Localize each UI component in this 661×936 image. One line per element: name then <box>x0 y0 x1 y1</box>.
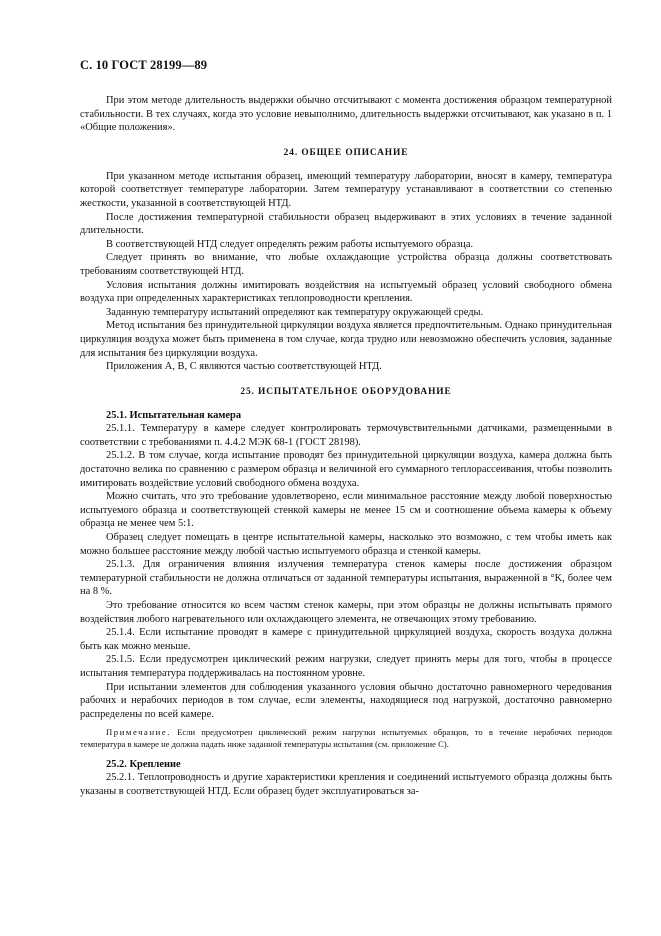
paragraph: Это требование относится ко всем частям стенок камеры, при этом образцы не должны испытывать прямого воздействия любого нагревательного или охлаждающего элемента, не отвечающих этому требованию. <box>80 600 612 625</box>
note <box>80 727 612 749</box>
paragraph: Приложения A, B, C являются частью соответствующей НТД. <box>106 361 382 373</box>
page-header: С. 10 ГОСТ 28199—89 <box>80 58 208 72</box>
subsection-25-1-title: 25.1. Испытательная камера <box>106 409 242 421</box>
paragraph: 25.2.1. Теплопроводность и другие характеристики крепления и соединений испытуемого образца должны быть указаны в соответствующей НТД. Если образец будет эксплуатироваться за- <box>80 772 612 797</box>
paragraph: Можно считать, что это требование удовлетворено, если минимальное расстояние между любой поверхностью испытуемого образца и соответствующей стенкой камеры не менее 15 см и соотношение объема камеры к объему образца не менее чем 5:1. <box>80 491 612 530</box>
note-label: Примечание. <box>106 727 172 738</box>
paragraph: 25.1.4. Если испытание проводят в камере с принудительной циркуляцией воздуха, скорость воздуха должна быть как можно меньше. <box>80 627 612 652</box>
paragraph: 25.1.1. Температуру в камере следует контролировать термочувствительными датчиками, размещенными в соответствии с требованиями п. 4.4.2 МЭК 68-1 (ГОСТ 28198). <box>80 423 612 448</box>
paragraph: При указанном методе испытания образец, имеющий температуру лаборатории, вносят в камеру, температура которой соответствует температуре лаборатории. Затем температуру устанавливают в соответствии со степенью жесткости, указанной в соответствующей НТД. <box>80 170 612 209</box>
section-24-title: 24. ОБЩЕЕ ОПИСАНИЕ <box>283 147 409 158</box>
paragraph: При этом методе длительность выдержки обычно отсчитывают с момента достижения образцом температурной стабильности. В тех случаях, когда это условие невыполнимо, длительность выдержки отсчитывают, как указано в п. 1 «Общие положения». <box>80 95 612 134</box>
subsection-25-2-title: 25.2. Крепление <box>106 758 181 770</box>
paragraph: При испытании элементов для соблюдения указанного условия обычно достаточно равномерного чередования рабочих и нерабочих периодов в том случае, если элементы, находящиеся под нагрузкой, достаточно равномерно распределены по всей камере. <box>80 681 612 720</box>
paragraph: После достижения температурной стабильности образец выдерживают в этих условиях в течение заданной длительности. <box>80 211 612 237</box>
section-25-title: 25. ИСПЫТАТЕЛЬНОЕ ОБОРУДОВАНИЕ <box>240 386 452 397</box>
paragraph: Метод испытания без принудительной циркуляции воздуха является предпочтительным. Однако принудительная циркуляция воздуха может быть применена в том случае, когда трудно или невозможно обеспечить условия, заданные для испытания без циркуляции воздуха. <box>80 320 612 359</box>
paragraph: 25.1.5. Если предусмотрен циклический режим нагрузки, следует принять меры для того, чтобы в процессе испытания температура поддерживалась на постоянном уровне. <box>80 654 612 679</box>
paragraph: В соответствующей НТД следует определять режим работы испытуемого образца. <box>106 238 474 250</box>
paragraph: Следует принять во внимание, что любые охлаждающие устройства образца должны соответствовать требованиям соответствующей НТД. <box>80 252 612 277</box>
note-text: Если предусмотрен циклический режим нагрузки испытуемых образцов, то в течение нерабочих периодов температура в камере не должна падать ниже заданной температуры испытания (см. приложение С). <box>80 727 612 749</box>
paragraph: Заданную температуру испытаний определяют как температуру окружающей среды. <box>106 306 484 318</box>
paragraph: Условия испытания должны имитировать воздействия на испытуемый образец условий свободного обмена воздуха при определенных характеристиках теплопроводности крепления. <box>80 279 612 305</box>
paragraph: Образец следует помещать в центре испытательной камеры, насколько это возможно, с тем чтобы иметь как можно большее расстояние между любой частью испытуемого образца и стенкой камеры. <box>80 532 612 557</box>
paragraph: 25.1.3. Для ограничения влияния излучения температура стенок камеры после достижения образцом температурной стабильности не должна отличаться от заданной температуры испытания, выраженной в °K, более чем на 8 %. <box>80 559 612 598</box>
document-page <box>80 58 612 799</box>
paragraph: 25.1.2. В том случае, когда испытание проводят без принудительной циркуляции воздуха, камера должна быть достаточно велика по сравнению с размером образца и величиной его суммарного теплорассеивания, чтобы позволить имитировать воздействие условий свободного обмена воздуха. <box>80 450 612 489</box>
